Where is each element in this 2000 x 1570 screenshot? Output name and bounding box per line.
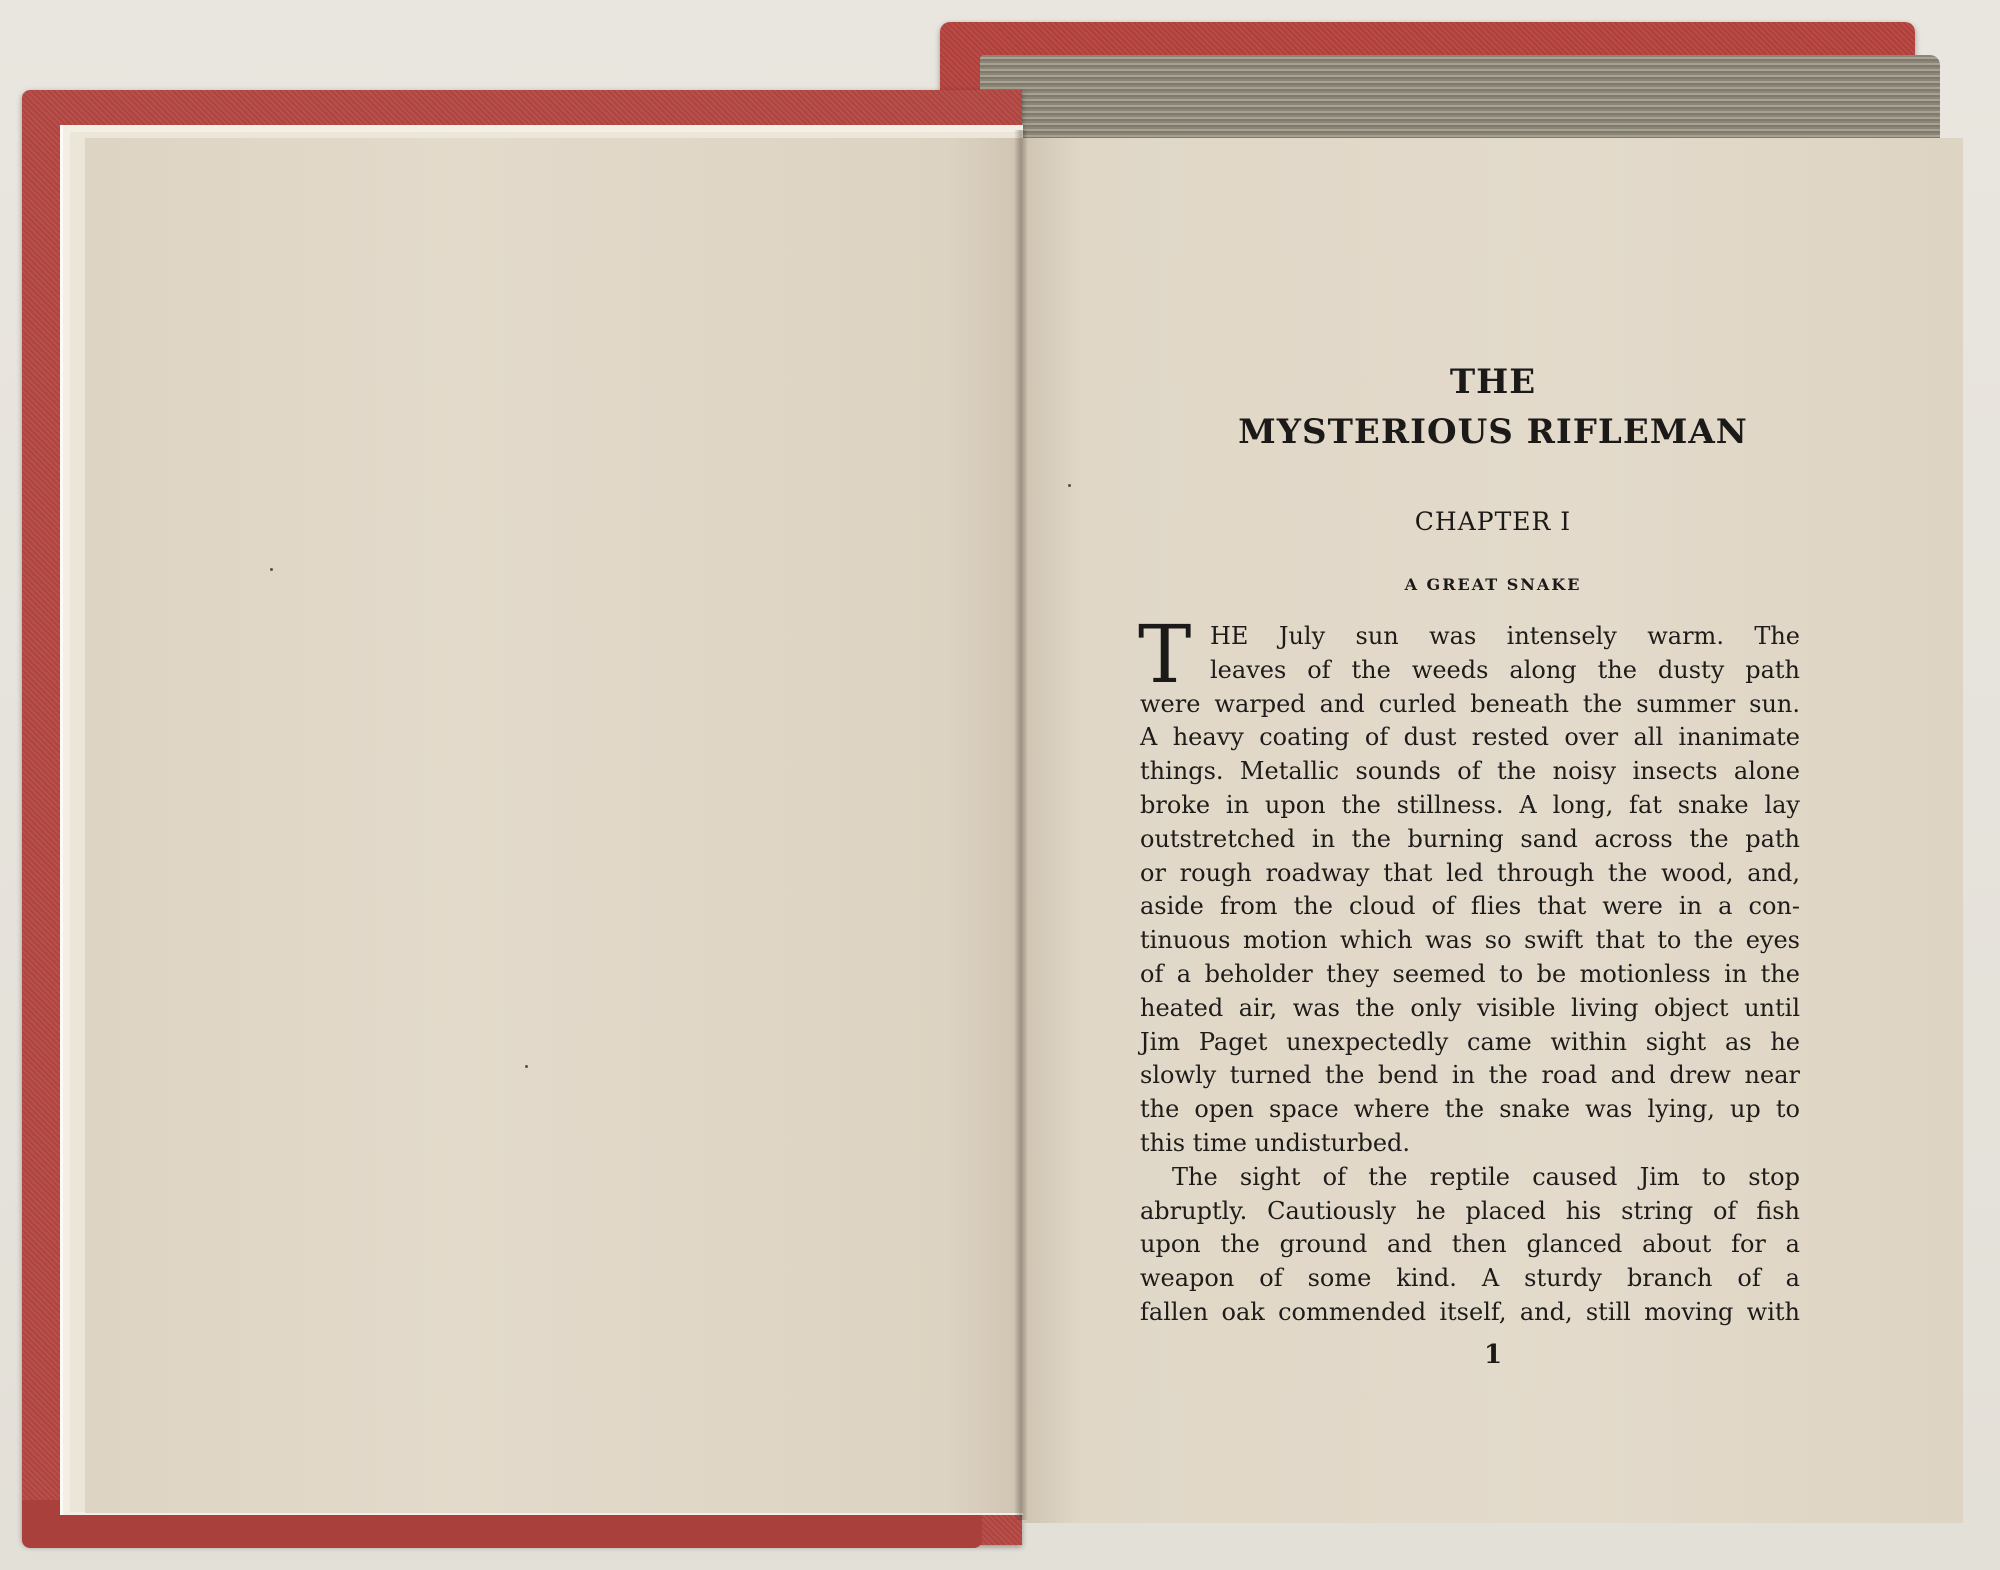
paper-speck (270, 568, 273, 571)
text-line: upon the ground and then glanced about for a (1140, 1230, 1800, 1259)
text-line: broke in upon the stillness. A long, fat snake lay (1140, 790, 1800, 819)
paper-speck (525, 1065, 528, 1068)
book-title-line1: THE (1449, 362, 1537, 402)
text-line: HE July sun was intensely warm. The (1210, 622, 1800, 650)
left-page-blank[interactable] (85, 138, 1023, 1513)
paper-speck (1068, 484, 1071, 487)
book-title-line2: MYSTERIOUS RIFLEMAN (1238, 412, 1748, 452)
text-line: things. Metallic sounds of the noisy insects alone (1140, 757, 1800, 786)
text-line: slowly turned the bend in the road and drew near (1140, 1061, 1800, 1090)
page-number: 1 (1483, 1340, 1503, 1370)
text-line: of a beholder they seemed to be motionless in the (1140, 959, 1800, 988)
text-line: A heavy coating of dust rested over all inanimate (1140, 723, 1800, 752)
text-line: or rough roadway that led through the wood, and, (1140, 858, 1800, 887)
chapter-title: A GREAT SNAKE (1404, 575, 1582, 594)
text-line: weapon of some kind. A sturdy branch of a (1140, 1264, 1800, 1293)
text-line: leaves of the weeds along the dusty path (1210, 655, 1800, 684)
text-line: fallen oak commended itself, and, still moving with (1140, 1297, 1800, 1326)
drop-cap: T (1138, 608, 1192, 701)
text-line: aside from the cloud of flies that were in a con- (1140, 892, 1800, 921)
text-line: The sight of the reptile caused Jim to stop (1172, 1162, 1800, 1191)
chapter-text (1140, 620, 1800, 1330)
text-line: abruptly. Cautiously he placed his string of fish (1140, 1196, 1800, 1225)
text-line: the open space where the snake was lying, up to (1140, 1095, 1800, 1124)
text-line: outstretched in the burning sand across the path (1140, 824, 1800, 853)
book-gutter (1014, 130, 1028, 1520)
text-line: this time undisturbed. (1140, 1128, 1411, 1157)
text-line: Jim Paget unexpectedly came within sight as he (1140, 1027, 1800, 1056)
text-line: were warped and curled beneath the summer sun. (1140, 689, 1800, 718)
text-line: heated air, was the only visible living object until (1140, 993, 1800, 1022)
text-line: tinuous motion which was so swift that to the eyes (1140, 926, 1800, 955)
chapter-heading: CHAPTER I (1414, 507, 1572, 536)
